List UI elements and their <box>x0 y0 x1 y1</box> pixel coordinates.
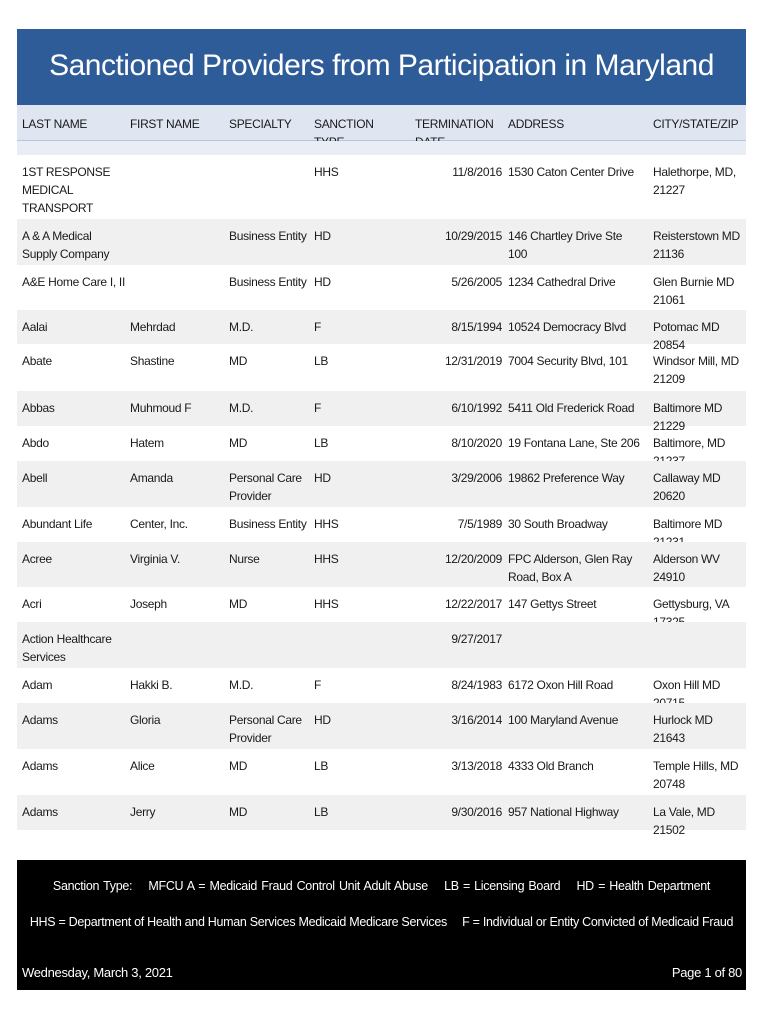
table-header <box>17 105 746 141</box>
col-sanction-type: SANCTION <box>314 117 374 131</box>
cell-specialty: M.D. <box>229 401 254 415</box>
cell-specialty: MD <box>229 759 248 773</box>
cell-termination-date: 9/30/2016 <box>451 805 502 819</box>
cell-last-name: Abate <box>22 354 52 368</box>
cell-termination-date: 8/24/1983 <box>451 678 502 692</box>
col-last-name: LAST NAME <box>22 117 88 131</box>
cell-address: 146 Chartley Drive Ste 100 <box>508 229 623 261</box>
cell-termination-date: 5/26/2005 <box>451 275 502 289</box>
table-row <box>17 265 746 310</box>
cell-city-state-zip: Halethorpe, MD, 21227 <box>653 165 736 197</box>
cell-termination-date: 12/20/2009 <box>444 552 502 566</box>
cell-last-name: Abdo <box>22 436 49 450</box>
title-banner <box>17 29 746 105</box>
header-spacer <box>17 141 746 155</box>
cell-address: 957 National Highway <box>508 805 619 819</box>
table-row <box>17 426 746 461</box>
cell-termination-date: 12/22/2017 <box>444 597 502 611</box>
cell-first-name: Center, Inc. <box>130 517 188 531</box>
cell-sanction-type: HHS <box>314 597 339 611</box>
cell-specialty: Personal Care Provider <box>229 471 302 503</box>
col-city-state-zip: CITY/STATE/ZIP <box>653 117 739 131</box>
col-specialty: SPECIALTY <box>229 117 292 131</box>
cell-specialty: Personal Care Provider <box>229 713 302 745</box>
cell-sanction-type: F <box>314 320 322 334</box>
legend-line-1 <box>17 879 746 893</box>
cell-city-state-zip: Hurlock MD 21643 <box>653 713 713 745</box>
col-termination-date: TERMINATION <box>415 117 494 131</box>
cell-last-name: Abbas <box>22 401 55 415</box>
cell-city-state-zip: Gettysburg, VA <box>653 597 729 611</box>
cell-city-state-zip: Alderson WV 24910 <box>653 552 720 584</box>
cell-specialty: Nurse <box>229 552 260 566</box>
cell-last-name: Action Healthcare Services <box>22 632 112 664</box>
cell-sanction-type: HHS <box>314 165 339 179</box>
table-row <box>17 749 746 795</box>
table-row <box>17 391 746 433</box>
cell-specialty: M.D. <box>229 678 254 692</box>
cell-address: 5411 Old Frederick Road <box>508 401 635 415</box>
cell-last-name: Adam <box>22 678 53 692</box>
table-row <box>17 155 746 219</box>
cell-city-state-zip: Glen Burnie MD 21061 <box>653 275 735 307</box>
cell-termination-date: 3/16/2014 <box>451 713 502 727</box>
cell-specialty: Business Entity <box>229 275 307 289</box>
cell-address: 10524 Democracy Blvd <box>508 320 627 334</box>
cell-last-name: Aalai <box>22 320 48 334</box>
cell-specialty: MD <box>229 436 248 450</box>
legend-label: Sanction Type: <box>52 879 133 893</box>
cell-termination-date: 12/31/2019 <box>444 354 502 368</box>
legend-hhs: HHS = Department of Health and Human Services Medicaid Medicare Services <box>29 915 447 929</box>
cell-last-name: Adams <box>22 759 58 773</box>
cell-city-state-zip: Oxon Hill MD <box>653 678 721 692</box>
cell-termination-date: 6/10/1992 <box>451 401 502 415</box>
table-row <box>17 344 746 391</box>
legend-lb: LB = Licensing Board <box>444 879 561 893</box>
cell-sanction-type: HD <box>314 229 331 243</box>
legend-line-2 <box>17 915 746 929</box>
cell-sanction-type: HHS <box>314 517 339 531</box>
table-row <box>17 310 746 352</box>
cell-termination-date: 11/8/2016 <box>452 165 502 179</box>
cell-first-name: Jerry <box>130 805 156 819</box>
cell-city-state-zip: Windsor Mill, MD 21209 <box>653 354 739 386</box>
cell-first-name: Hakki B. <box>130 678 173 692</box>
page-title: Sanctioned Providers from Participation in Maryland <box>49 49 714 82</box>
legend-mfcu: MFCU A = Medicaid Fraud Control Unit Adult Abuse <box>148 879 428 893</box>
cell-sanction-type: HD <box>314 713 331 727</box>
cell-last-name: A & A Medical Supply Company <box>22 229 110 261</box>
cell-sanction-type: HD <box>314 471 331 485</box>
cell-city-state-zip: Baltimore, MD <box>653 436 726 450</box>
footer-date: Wednesday, March 3, 2021 <box>22 965 173 980</box>
cell-specialty: MD <box>229 597 248 611</box>
cell-last-name: Adams <box>22 713 58 727</box>
cell-sanction-type: HHS <box>314 552 339 566</box>
cell-address: 30 South Broadway <box>508 517 608 531</box>
legend-footer <box>17 860 746 990</box>
table-row <box>17 219 746 265</box>
cell-last-name: Adams <box>22 805 58 819</box>
cell-specialty: Business Entity <box>229 517 307 531</box>
cell-sanction-type: LB <box>314 759 329 773</box>
cell-first-name: Virginia V. <box>130 552 181 566</box>
cell-termination-date: 3/29/2006 <box>451 471 502 485</box>
cell-city-state-zip: Potomac MD 20854 <box>653 320 720 352</box>
cell-sanction-type: LB <box>314 805 329 819</box>
cell-sanction-type: HD <box>314 275 331 289</box>
cell-first-name: Amanda <box>130 471 173 485</box>
cell-termination-date: 9/27/2017 <box>451 632 502 646</box>
legend-hd: HD = Health Department <box>576 879 711 893</box>
cell-first-name: Shastine <box>130 354 175 368</box>
cell-first-name: Gloria <box>130 713 161 727</box>
cell-sanction-type: F <box>314 401 322 415</box>
cell-termination-date: 3/13/2018 <box>451 759 502 773</box>
cell-last-name: Acri <box>22 597 42 611</box>
table-row <box>17 461 746 507</box>
cell-sanction-type: LB <box>314 436 329 450</box>
page-number: Page 1 of 80 <box>671 965 742 980</box>
cell-address: FPC Alderson, Glen Ray Road, Box A <box>508 552 633 584</box>
table-row <box>17 622 746 668</box>
cell-address: 1234 Cathedral Drive <box>508 275 616 289</box>
cell-first-name: Mehrdad <box>130 320 176 334</box>
cell-specialty: MD <box>229 354 248 368</box>
cell-city-state-zip: Callaway MD 20620 <box>653 471 721 503</box>
cell-specialty: Business Entity <box>229 229 307 243</box>
cell-last-name: 1ST RESPONSE MEDICAL TRANSPORT <box>22 165 111 215</box>
cell-first-name: Joseph <box>130 597 167 611</box>
cell-specialty: MD <box>229 805 248 819</box>
cell-sanction-type: LB <box>314 354 329 368</box>
table-row <box>17 542 746 587</box>
cell-city-state-zip: La Vale, MD 21502 <box>653 805 715 837</box>
cell-address: 1530 Caton Center Drive <box>508 165 634 179</box>
table-row <box>17 668 746 703</box>
cell-city-state-zip: Reisterstown MD 21136 <box>653 229 740 261</box>
cell-last-name: Acree <box>22 552 52 566</box>
cell-specialty: M.D. <box>229 320 254 334</box>
table-row <box>17 795 746 837</box>
cell-termination-date: 10/29/2015 <box>444 229 502 243</box>
table-row <box>17 703 746 749</box>
cell-last-name: Abell <box>22 471 48 485</box>
cell-address: 147 Gettys Street <box>508 597 597 611</box>
cell-address: 100 Maryland Avenue <box>508 713 619 727</box>
cell-termination-date: 8/15/1994 <box>451 320 502 334</box>
cell-city-state-zip: Baltimore MD <box>653 517 723 531</box>
cell-termination-date: 8/10/2020 <box>451 436 502 450</box>
legend-f: F = Individual or Entity Convicted of Medicaid Fraud <box>462 915 734 929</box>
cell-address: 6172 Oxon Hill Road <box>508 678 614 692</box>
cell-address: 19 Fontana Lane, Ste 206 <box>508 436 640 450</box>
col-first-name: FIRST NAME <box>130 117 200 131</box>
cell-city-state-zip: Baltimore MD 21229 <box>653 401 723 433</box>
cell-sanction-type: F <box>314 678 322 692</box>
table-row <box>17 507 746 542</box>
cell-last-name: Abundant Life <box>22 517 93 531</box>
cell-address: 4333 Old Branch <box>508 759 594 773</box>
cell-termination-date: 7/5/1989 <box>457 517 502 531</box>
table-row <box>17 587 746 622</box>
cell-first-name: Muhmoud F <box>130 401 192 415</box>
cell-first-name: Alice <box>130 759 155 773</box>
cell-last-name: A&E Home Care I, II <box>22 275 126 289</box>
cell-first-name: Hatem <box>130 436 164 450</box>
cell-city-state-zip: Temple Hills, MD 20748 <box>653 759 739 791</box>
col-address: ADDRESS <box>508 117 564 131</box>
cell-address: 7004 Security Blvd, 101 <box>508 354 628 368</box>
cell-address: 19862 Preference Way <box>508 471 625 485</box>
